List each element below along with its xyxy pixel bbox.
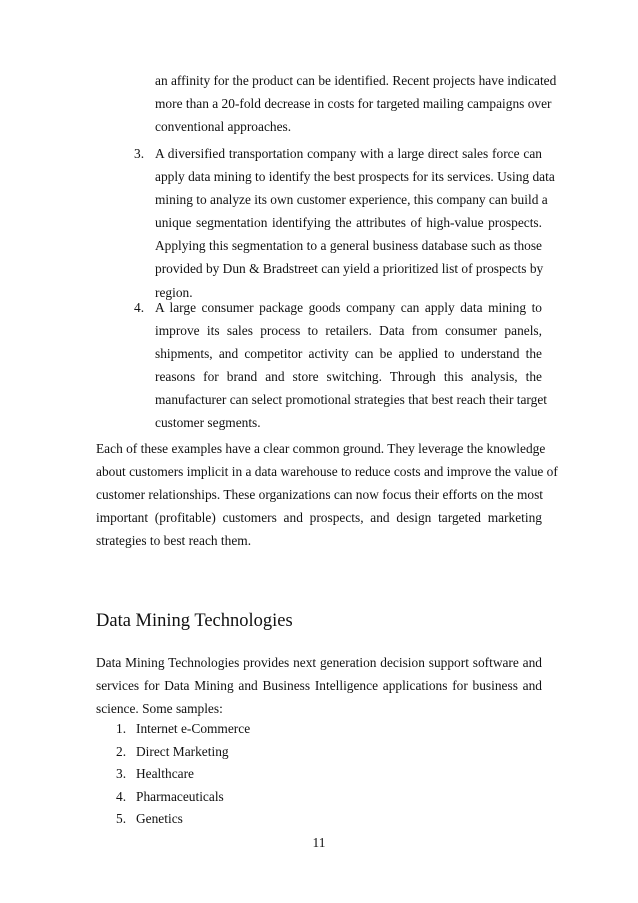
page-number: 11	[312, 835, 326, 850]
text-line: more than a 20-fold decrease in costs for targeted mailing campaigns over	[155, 96, 552, 112]
text-line: services for Data Mining and Business Intelligence applications for business and	[96, 678, 542, 694]
text-line: A large consumer package goods company can apply data mining to	[155, 300, 542, 315]
text-line: region.	[155, 284, 193, 300]
list-item-number: 1.	[116, 721, 127, 736]
list-item-3	[155, 142, 555, 304]
list-item-number: 2.	[116, 744, 127, 759]
text-line: Data Mining Technologies provides next generation decision support software and	[96, 655, 542, 670]
text-line: apply data mining to identify the best prospects for its services. Using data	[155, 169, 555, 185]
list-item-number: 5.	[116, 811, 127, 826]
text-line: about customers implicit in a data warehouse to reduce costs and improve the value of	[96, 464, 558, 480]
section-intro-paragraph	[96, 651, 542, 720]
list-item-number: 4.	[134, 300, 145, 315]
text-line: Applying this segmentation to a general business database such as those	[155, 238, 542, 254]
list-item-number: 3.	[116, 766, 127, 781]
text-line: customer relationships. These organizations can now focus their efforts on the most	[96, 487, 543, 503]
text-line: manufacturer can select promotional strategies that best reach their target	[155, 392, 548, 408]
list-item-number: 4.	[116, 789, 127, 804]
text-line: improve its sales process to retailers. Data from consumer panels,	[155, 323, 542, 339]
list-item	[116, 786, 224, 808]
list-item	[116, 808, 183, 830]
list-item-label: Healthcare	[136, 766, 194, 781]
list-item-continued	[155, 69, 557, 138]
text-line: mining to analyze its own customer experience, this company can build a	[155, 192, 548, 208]
text-line: provided by Dun & Bradstreet can yield a prioritized list of prospects by	[155, 261, 544, 277]
list-item-label: Internet e-Commerce	[136, 721, 251, 736]
list-item	[116, 718, 250, 740]
list-item-label: Pharmaceuticals	[136, 789, 224, 804]
list-item-number: 3.	[134, 146, 145, 161]
text-line: customer segments.	[155, 415, 261, 431]
text-line: strategies to best reach them.	[96, 533, 252, 549]
list-item-label: Genetics	[136, 811, 183, 826]
section-heading: Data Mining Technologies	[96, 611, 293, 631]
list-item-4	[155, 296, 548, 435]
text-line: science. Some samples:	[96, 701, 223, 717]
text-line: important (profitable) customers and prospects, and design targeted marketing	[96, 510, 542, 526]
list-item	[116, 741, 229, 763]
list-item	[116, 763, 194, 785]
list-item-label: Direct Marketing	[136, 744, 229, 759]
text-line: conventional approaches.	[155, 119, 292, 135]
text-line: an affinity for the product can be identified. Recent projects have indicated	[155, 73, 557, 88]
text-line: shipments, and competitor activity can be applied to understand the	[155, 346, 542, 362]
text-line: reasons for brand and store switching. Through this analysis, the	[155, 369, 542, 385]
summary-paragraph	[96, 437, 558, 552]
text-line: unique segmentation identifying the attributes of high-value prospects.	[155, 215, 542, 231]
text-line: Each of these examples have a clear common ground. They leverage the knowledge	[96, 441, 546, 456]
text-line: A diversified transportation company with a large direct sales force can	[155, 146, 542, 161]
